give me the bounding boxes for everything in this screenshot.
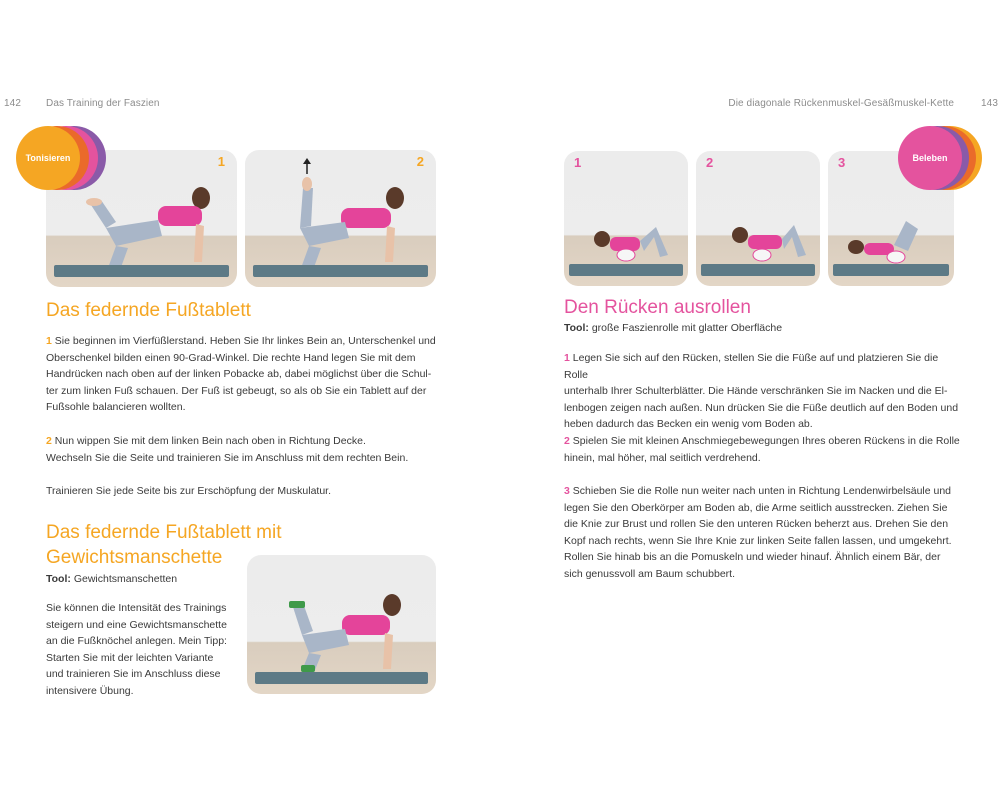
title-line: Gewichtsmanschette [46,547,223,568]
exercise-photo-weight [247,555,436,694]
exercise-photo-2 [245,150,436,287]
step-2-paragraph [564,433,964,466]
text-line: und trainieren Sie im Anschluss diese [46,668,221,681]
running-title-left: Das Training der Faszien [46,98,160,109]
section-title-ruecken: Den Rücken ausrollen [564,297,751,318]
step-3-paragraph [564,483,964,583]
text-line: sich genussvoll am Baum schubbert. [564,567,735,580]
text-line: Legen Sie sich auf den Rücken, stellen Sie die Füße auf und platzieren Sie die Rolle [564,352,939,381]
text-line: unterhalb Ihrer Schulterblätter. Die Hände verschränken Sie im Nacken und die El- [564,385,948,398]
step-1-paragraph [564,350,964,433]
text-line: Trainieren Sie jede Seite bis zur Erschöpfung der Muskulatur. [46,485,332,497]
badge-label: Beleben [912,153,948,163]
photo-number-1: 1 [217,154,225,169]
text-line: hinein, mal höher, mal seitlich verdrehend. [564,451,761,464]
tool-value: große Faszienrolle mit glatter Oberfläche [591,322,783,334]
yoga-mat [253,265,429,277]
running-title-right: Die diagonale Rückenmuskel-Gesäßmuskel-Kette [728,98,954,109]
step-number: 3 [564,485,570,497]
step-number: 1 [564,352,570,364]
step-1-paragraph [46,333,446,416]
text-line: Rollen Sie hinab bis an die Pomuskeln und wieder hinauf. Ähnlich einem Bär, der [564,551,941,564]
text-line: Nun wippen Sie mit dem linken Bein nach oben in Richtung Decke. [54,435,366,447]
tonisieren-badge [16,126,126,196]
weight-paragraph [46,600,246,700]
right-page [500,0,1000,800]
step-number: 2 [564,435,570,447]
yoga-mat [569,264,683,276]
section-title-fusstablett: Das federnde Fußtablett [46,300,251,321]
text-line: Wechseln Sie die Seite und trainieren Sie im Anschluss mit dem rechten Bein. [46,451,409,464]
step-number: 2 [46,435,52,447]
yoga-mat [54,265,230,277]
text-line: Sie können die Intensität des Trainings [46,602,227,614]
title-line: Das federnde Fußtablett mit [46,522,282,543]
text-line: intensivere Übung. [46,684,134,697]
beleben-badge [898,126,1000,196]
yoga-mat [833,264,949,276]
text-line: Schieben Sie die Rolle nun weiter nach unten in Richtung Lendenwirbelsäule und [572,485,952,497]
tool-line-right [564,322,782,334]
text-line: die Knie zur Brust und rollen Sie den unteren Rücken beherzt aus. Drehen Sie den [564,518,949,531]
step-2-paragraph [46,433,446,466]
photo-number-1: 1 [574,155,582,170]
photo-number-2: 2 [706,155,714,170]
text-line: heben dadurch das Becken ein wenig vom Boden ab. [564,418,813,431]
badge-label: Tonisieren [25,153,71,163]
text-line: Starten Sie mit der leichten Variante [46,651,214,664]
text-line: Handrücken nach oben auf der linken Pobacke ab, dabei möglichst über die Schul- [46,368,432,381]
tool-label: Tool: [564,322,589,334]
text-line: legen Sie den Oberkörper am Boden ab, die Arme seitlich ausstrecken. Ziehen Sie [564,501,948,514]
photo-number-2: 2 [416,154,424,169]
text-line: Oberschenkel bilden einen 90-Grad-Winkel. Die rechte Hand legen Sie mit dem [46,351,416,364]
photo-number-3: 3 [838,155,846,170]
text-line: steigern und eine Gewichtsmanschette [46,618,227,631]
step-number: 1 [46,335,52,347]
tool-value: Gewichtsmanschetten [73,573,178,585]
text-line: Spielen Sie mit kleinen Anschmiegebewegungen Ihres oberen Rückens in die Rolle [572,435,960,447]
text-line: lenbogen zeigen nach außen. Nun drücken Sie die Füße deutlich auf den Boden und [564,401,959,414]
tool-label: Tool: [46,573,71,585]
roll-photo-2 [696,151,820,286]
text-line: ter zum linken Fuß schauen. Der Fuß ist gebeugt, so als ob Sie ein Tablett auf der [46,384,427,397]
page-number-left: 142 [4,98,21,109]
text-line: Fußsohle balancieren wollten. [46,401,186,414]
text-line: an die Fußknöchel anlegen. Mein Tipp: [46,635,227,648]
tool-line-left [46,573,177,585]
page-number-right: 143 [981,98,998,109]
text-line: Sie beginnen im Vierfüßlerstand. Heben Sie Ihr linkes Bein an, Unterschenkel und [54,335,436,347]
roll-photo-1 [564,151,688,286]
yoga-mat [701,264,815,276]
yoga-mat [255,672,429,684]
closing-paragraph [46,483,446,500]
text-line: Kopf nach rechts, wenn Sie Ihre Knie zur linken Seite fallen lassen, und umgekehrt. [564,534,952,547]
